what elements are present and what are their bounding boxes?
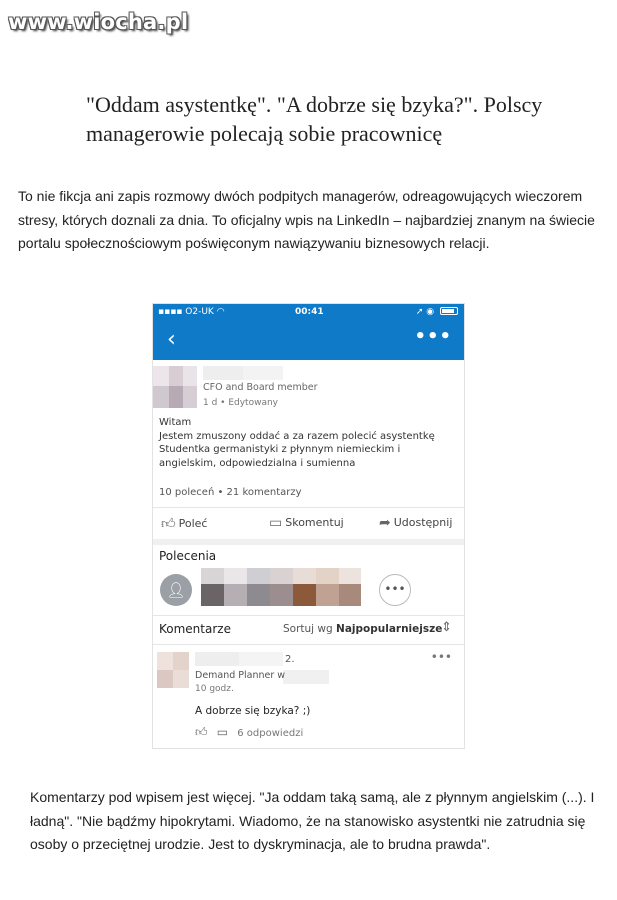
share-button[interactable]: ➦ Udostępnij xyxy=(379,515,453,531)
post-line: Jestem zmuszony oddać a za razem polecić asystentkę xyxy=(159,430,435,442)
status-bar xyxy=(153,304,464,322)
alarm-icon: ◉ xyxy=(426,307,435,317)
divider xyxy=(153,644,464,645)
thumb-up-icon[interactable]: 👍︎ xyxy=(195,725,208,739)
share-icon: ➦ xyxy=(379,515,391,531)
comment-time: 10 godz. xyxy=(195,684,234,694)
sort-icon[interactable]: ⇕ xyxy=(441,620,452,635)
comment-actions xyxy=(195,725,303,740)
app-nav-bar xyxy=(153,322,464,360)
divider xyxy=(153,507,464,508)
recommendations-title: Polecenia xyxy=(159,549,217,563)
status-carrier: ▪▪▪▪ O2-UK ◠ xyxy=(158,307,225,317)
location-icon: ➚ xyxy=(415,307,424,317)
battery-icon xyxy=(440,307,458,315)
signal-icon: ▪▪▪▪ xyxy=(158,307,183,317)
comments-title: Komentarze xyxy=(159,622,231,636)
post-line: Studentka germanistyki z płynnym niemieckim i xyxy=(159,444,401,455)
post-meta: 1 d • Edytowany xyxy=(203,398,278,408)
phone-screenshot xyxy=(152,303,465,749)
comment-connection-degree: 2. xyxy=(285,654,295,665)
sort-dropdown[interactable]: Sortuj wg Najpopularniejsze xyxy=(283,623,443,635)
post-line: Witam xyxy=(159,417,192,428)
post-stats[interactable]: 10 poleceń • 21 komentarzy xyxy=(159,487,302,498)
article-headline: "Oddam asystentkę". "A dobrze się bzyka?". Polscy managerowie polecają sobie pracownicę xyxy=(86,92,543,146)
comment-more-icon[interactable]: ••• xyxy=(430,650,452,664)
more-recommenders-button[interactable]: ••• xyxy=(379,574,411,606)
comment-button[interactable]: ▭ Skomentuj xyxy=(269,515,344,531)
recommend-button[interactable]: 👍︎ Poleć xyxy=(161,516,208,532)
status-time: 00:41 xyxy=(295,307,324,317)
article-intro: To nie fikcja ani zapis rozmowy dwóch podpitych managerów, odreagowujących wieczorem stresy, których doznali za dnia. To oficjalny wpis na LinkedIn – najbardziej znanym na świecie portalu społecznościowym poświęconym nawiązywaniu biznesowych relacji. xyxy=(18,188,595,251)
more-icon[interactable]: ••• xyxy=(414,326,452,347)
comment-icon: ▭ xyxy=(269,515,283,531)
watermark-logo: www.wiocha.pl xyxy=(8,10,189,34)
replies-link[interactable]: 6 odpowiedzi xyxy=(237,728,304,739)
person-icon[interactable]: 👤︎ xyxy=(160,574,192,606)
section-divider xyxy=(153,539,464,545)
post-author-role: CFO and Board member xyxy=(203,382,318,393)
article-footer-text: Komentarzy pod wpisem jest więcej. "Ja oddam taką samą, ale z płynnym angielskim (...). I ładną". "Nie bądźmy hipokrytami. Wiadomo, że na stanowisko asystentki nie zatrudnia się osoby o przeciętnej urodzie. Jest to dyskryminacja, ale to brudna prawda". xyxy=(30,789,595,852)
comment-icon[interactable]: ▭ xyxy=(216,725,229,739)
thumb-up-icon: 👍︎ xyxy=(161,516,176,532)
divider xyxy=(153,615,464,616)
comment-text: A dobrze się bzyka? ;) xyxy=(195,705,311,717)
status-icons xyxy=(416,307,458,317)
wifi-icon: ◠ xyxy=(216,307,225,317)
comment-author-role: Demand Planner w xyxy=(195,670,286,681)
post-line: angielskim, odpowiedzialna i sumienna xyxy=(159,457,356,469)
post-body xyxy=(159,416,459,470)
back-icon[interactable]: ‹ xyxy=(167,327,176,352)
